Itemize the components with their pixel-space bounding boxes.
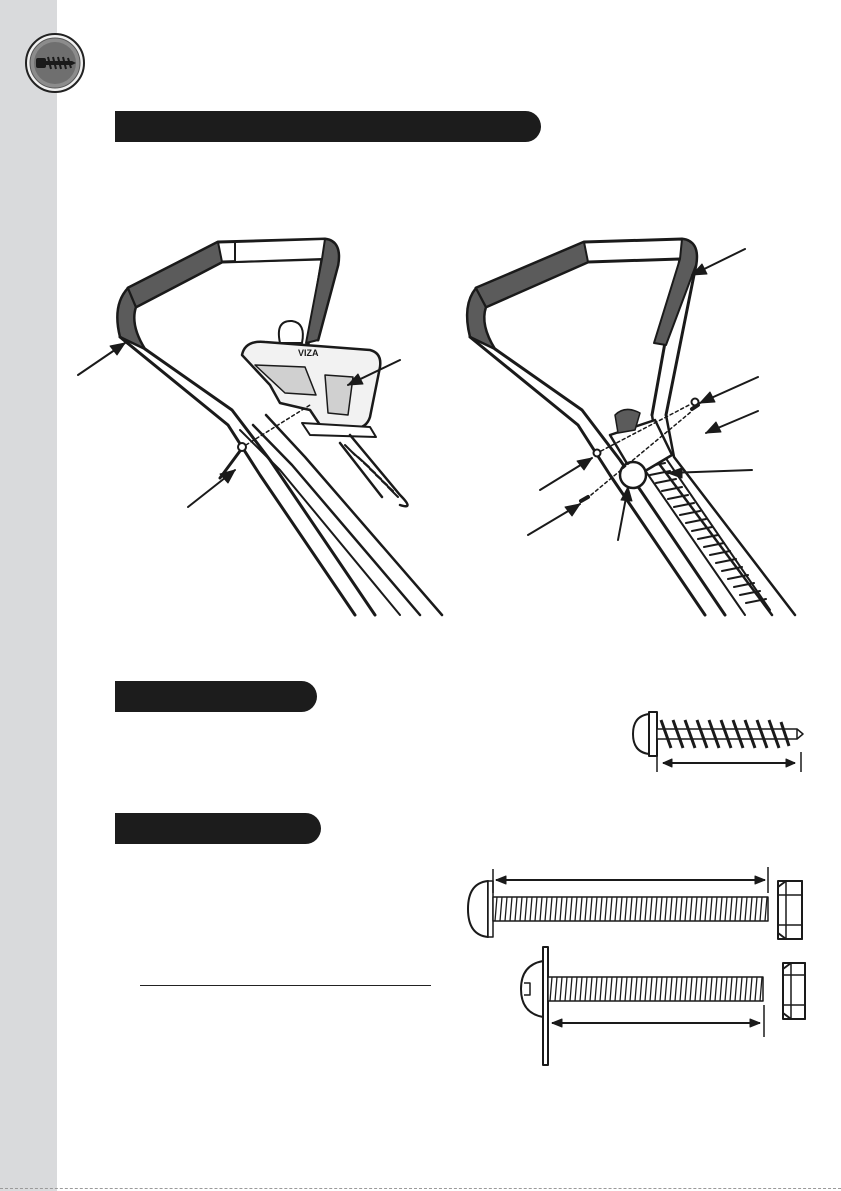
section-header-bar <box>115 111 541 142</box>
divider-line <box>140 985 431 986</box>
side-strip <box>0 0 57 1191</box>
handle-assembly-left-illustration <box>70 225 450 617</box>
short-bolt-and-nut-illustration <box>515 945 810 1071</box>
page-edge-dotted-line <box>0 1188 841 1189</box>
brand-mark: VIZA <box>298 348 319 358</box>
handle-assembly-right-illustration <box>460 225 841 617</box>
long-bolt-and-nut-illustration <box>460 865 810 945</box>
section-header-bar <box>115 813 321 844</box>
section-header-bar <box>115 681 317 712</box>
screw-icon <box>22 33 88 93</box>
self-tapping-screw-illustration <box>625 708 810 774</box>
